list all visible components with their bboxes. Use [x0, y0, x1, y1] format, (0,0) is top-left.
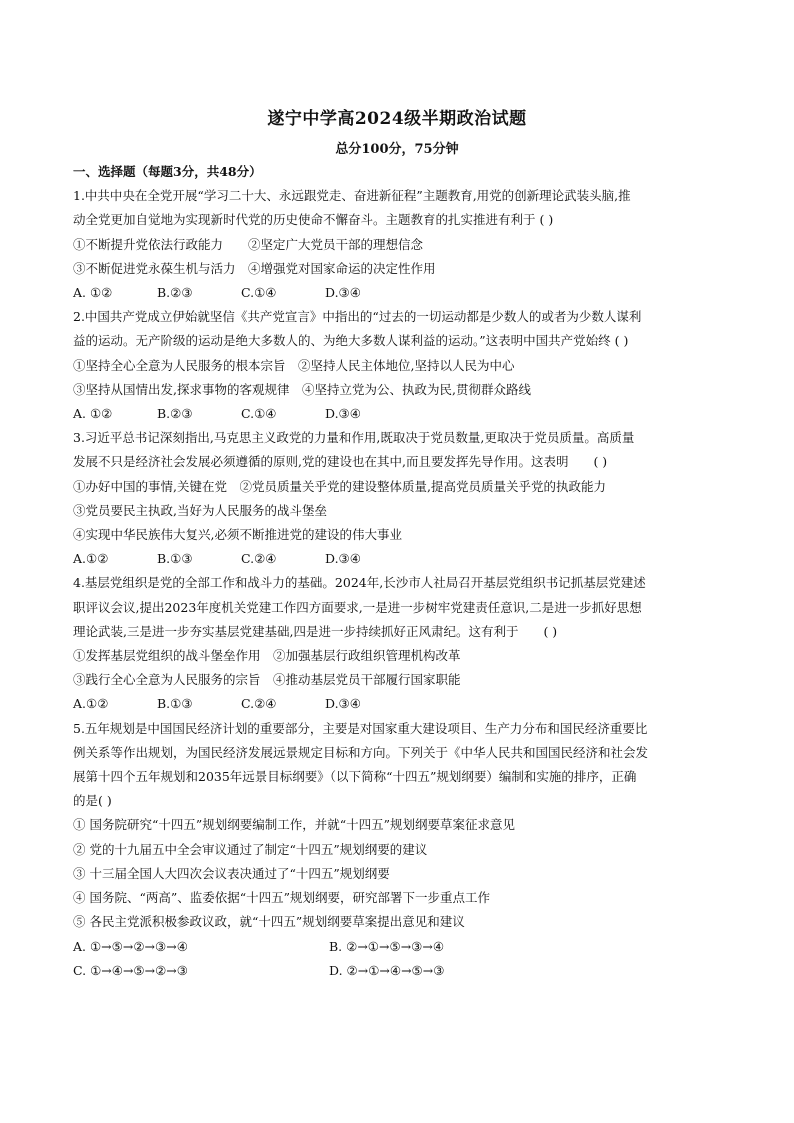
exam-subtitle: 总分100分，75分钟	[335, 142, 459, 157]
statement-item: ①不断提升党依法行政能力 ②坚定广大党员干部的理想信念	[73, 236, 424, 252]
option-b: B.①③	[157, 696, 193, 712]
question-stem-line: 职评议会议,提出2023年度机关党建工作四方面要求,一是进一步树牢党建责任意识,二是进一步抓好思想	[73, 599, 642, 615]
option-d: D.③④	[325, 551, 361, 567]
question-stem-line: 展第十四个五年规划和2035年远景目标纲要》（以下简称“十四五”规划纲要）编制和实施的排序，正确	[73, 769, 637, 785]
statement-item: ③践行全心全意为人民服务的宗旨 ④推动基层党员干部履行国家职能	[73, 672, 461, 688]
statement-item: ① 国务院研究“十四五”规划纲要编制工作，并就“十四五”规划纲要草案征求意见	[73, 817, 516, 833]
option-c: C.①④	[241, 285, 277, 301]
question-stem-line: 5.五年规划是中国国民经济计划的重要部分，主要是对国家重大建设项目、生产力分布和国民经济重要比	[73, 720, 648, 736]
option-c: C.②④	[241, 551, 277, 567]
question-stem-line: 1.中共中央在全党开展“学习二十大、永远跟党走、奋进新征程”主题教育,用党的创新理论武装头脑,推	[73, 188, 631, 204]
statement-item: ①坚持全心全意为人民服务的根本宗旨 ②坚持人民主体地位,坚持以人民为中心	[73, 357, 515, 373]
statement-item: ①发挥基层党组织的战斗堡垒作用 ②加强基层行政组织管理机构改革	[73, 648, 461, 664]
option-d: D.③④	[325, 285, 361, 301]
question-stem-line: 2.中国共产党成立伊始就坚信《共产党宣言》中指出的“过去的一切运动都是少数人的或者为少数人谋利	[73, 309, 642, 325]
answer-options	[73, 692, 723, 716]
question-2	[73, 305, 723, 426]
option-b: B.②③	[157, 406, 193, 422]
answer-options	[73, 547, 723, 571]
statement-item: ③坚持从国情出发,探求事物的客观规律 ④坚持立党为公、执政为民,贯彻群众路线	[73, 381, 531, 397]
question-stem-line: 3.习近平总书记深刻指出,马克思主义政党的力量和作用,既取决于党员数量,更取决于党员质量。高质量	[73, 430, 635, 446]
statement-item: ③党员要民主执政,当好为人民服务的战斗堡垒	[73, 502, 327, 518]
option-a: A.①②	[73, 696, 109, 712]
question-5	[73, 717, 723, 983]
question-4	[73, 571, 723, 716]
option-a: A. ①②	[73, 285, 113, 301]
section-heading: 一、选择题（每题3分，共48分）	[73, 164, 262, 179]
option-c: C.②④	[241, 696, 277, 712]
question-1	[73, 184, 723, 305]
statement-item: ③不断促进党永葆生机与活力 ④增强党对国家命运的决定性作用	[73, 260, 436, 276]
option-a: A. ①②	[73, 406, 113, 422]
question-stem-line: 例关系等作出规划，为国民经济发展远景规定目标和方向。下列关于《中华人民共和国国民经济和社会发	[73, 744, 649, 760]
option-c: C.①④	[241, 406, 277, 422]
option-c: C. ①→④→⑤→②→③	[73, 962, 188, 978]
question-stem-line: 理论武装,三是进一步夯实基层党建基础,四是进一步持续抓好正风肃纪。这有利于 ( )	[73, 623, 558, 639]
statement-item: ①办好中国的事情,关键在党 ②党员质量关乎党的建设整体质量,提高党员质量关乎党的执政能力	[73, 478, 606, 494]
answer-options	[73, 959, 723, 983]
option-d: D. ②→①→④→⑤→③	[329, 962, 445, 978]
statement-item: ⑤ 各民主党派积极参政议政，就“十四五”规划纲要草案提出意见和建议	[73, 914, 465, 930]
answer-options	[73, 281, 723, 305]
statement-item: ② 党的十九届五中全会审议通过了制定“十四五”规划纲要的建议	[73, 841, 428, 857]
answer-options	[73, 402, 723, 426]
question-stem-line: 动全党更加自觉地为实现新时代党的历史使命不懈奋斗。主题教育的扎实推进有利于 ( )	[73, 212, 554, 228]
exam-content	[73, 160, 723, 983]
option-d: D.③④	[325, 406, 361, 422]
option-a: A. ①→⑤→②→③→④	[73, 938, 188, 954]
question-stem-line: 4.基层党组织是党的全部工作和战斗力的基础。2024年,长沙市人社局召开基层党组织书记抓基层党建述	[73, 575, 646, 591]
answer-options	[73, 935, 723, 959]
option-b: B.②③	[157, 285, 193, 301]
statement-item: ④实现中华民族伟大复兴,必须不断推进党的建设的伟大事业	[73, 527, 402, 543]
question-stem-line: 的是( )	[73, 793, 112, 809]
exam-title: 遂宁中学高2024级半期政治试题	[267, 109, 527, 129]
question-3	[73, 426, 723, 571]
option-b: B.①③	[157, 551, 193, 567]
option-b: B. ②→①→⑤→③→④	[329, 938, 445, 954]
statement-item: ④ 国务院、“两高”、监委依据“十四五”规划纲要，研究部署下一步重点工作	[73, 890, 491, 906]
option-d: D.③④	[325, 696, 361, 712]
statement-item: ③ 十三届全国人大四次会议表决通过了“十四五”规划纲要	[73, 865, 390, 881]
question-stem-line: 益的运动。无产阶级的运动是绝大多数人的、为绝大多数人谋利益的运动。”这表明中国共产党始终 ( )	[73, 333, 629, 349]
question-stem-line: 发展不只是经济社会发展必须遵循的原则,党的建设也在其中,而且要发挥先导作用。这表明 ( )	[73, 454, 608, 470]
option-a: A.①②	[73, 551, 109, 567]
